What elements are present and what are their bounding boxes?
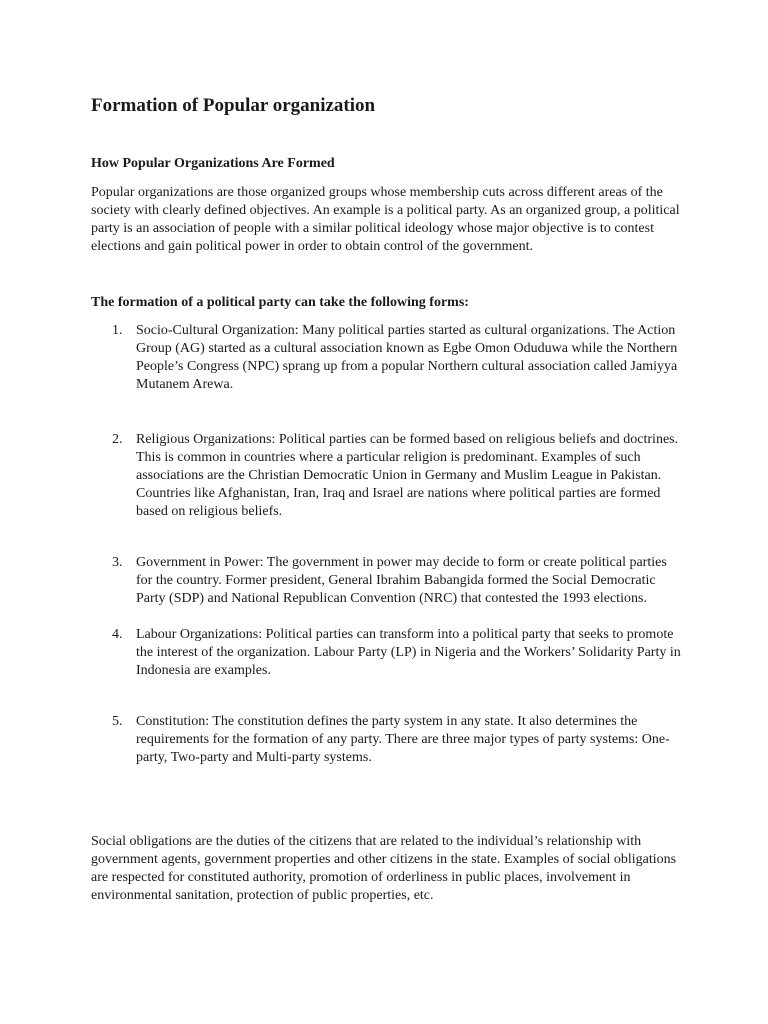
list-item-text: Religious Organizations: Political parties can be formed based on religious beliefs and doctrines. This is common in countries where a particular religion is predominant. Examples of such associations are the Christian Democratic Union in Germany and Muslim League in Pakistan. Countries like Afghanistan, Iran, Iraq and Israel are nations where political parties are formed based on religious beliefs. xyxy=(136,432,679,519)
list-item-number: 2. xyxy=(112,432,123,447)
list-item-text: Socio-Cultural Organization: Many political parties started as cultural organizations. The Action Group (AG) started as a cultural association known as Egbe Omon Oduduwa while the Northern People’s Congress (NPC) sprang up from a popular Northern cultural association called Jamiyya Mutanem Arewa. xyxy=(136,323,678,392)
page-title: Formation of Popular organization xyxy=(91,95,376,116)
list-item-text: Labour Organizations: Political parties can transform into a political party that seeks to promote the interest of the organization. Labour Party (LP) in Nigeria and the Workers’ Solidarity Party in Indonesia are examples. xyxy=(136,627,681,678)
list-item-number: 3. xyxy=(112,555,123,570)
list-item-text: Government in Power: The government in power may decide to form or create political parties for the country. Former president, General Ibrahim Babangida formed the Social Democratic Party (SDP) and National Republican Convention (NRC) that contested the 1993 elections. xyxy=(136,555,667,606)
list-item-number: 4. xyxy=(112,627,123,642)
social-obligations-paragraph: Social obligations are the duties of the citizens that are related to the individual’s relationship with government agents, government properties and other citizens in the state. Examples of social obligations are respected for constituted authority, promotion of orderliness in public places, involvement in environmental sanitation, protection of public properties, etc. xyxy=(91,834,677,903)
section-subtitle: How Popular Organizations Are Formed xyxy=(91,156,335,171)
list-item-text: Constitution: The constitution defines the party system in any state. It also determines the requirements for the formation of any party. There are three major types of party systems: One-party, Two-party and Multi-party systems. xyxy=(136,714,670,765)
intro-paragraph: Popular organizations are those organized groups whose membership cuts across different areas of the society with clearly defined objectives. An example is a political party. As an organized group, a political party is an association of people with a similar political ideology whose major objective is to contest elections and gain political power in order to obtain control of the government. xyxy=(91,185,680,254)
forms-heading: The formation of a political party can take the following forms: xyxy=(91,295,469,310)
list-item-number: 1. xyxy=(112,323,123,338)
list-item-number: 5. xyxy=(112,714,123,729)
